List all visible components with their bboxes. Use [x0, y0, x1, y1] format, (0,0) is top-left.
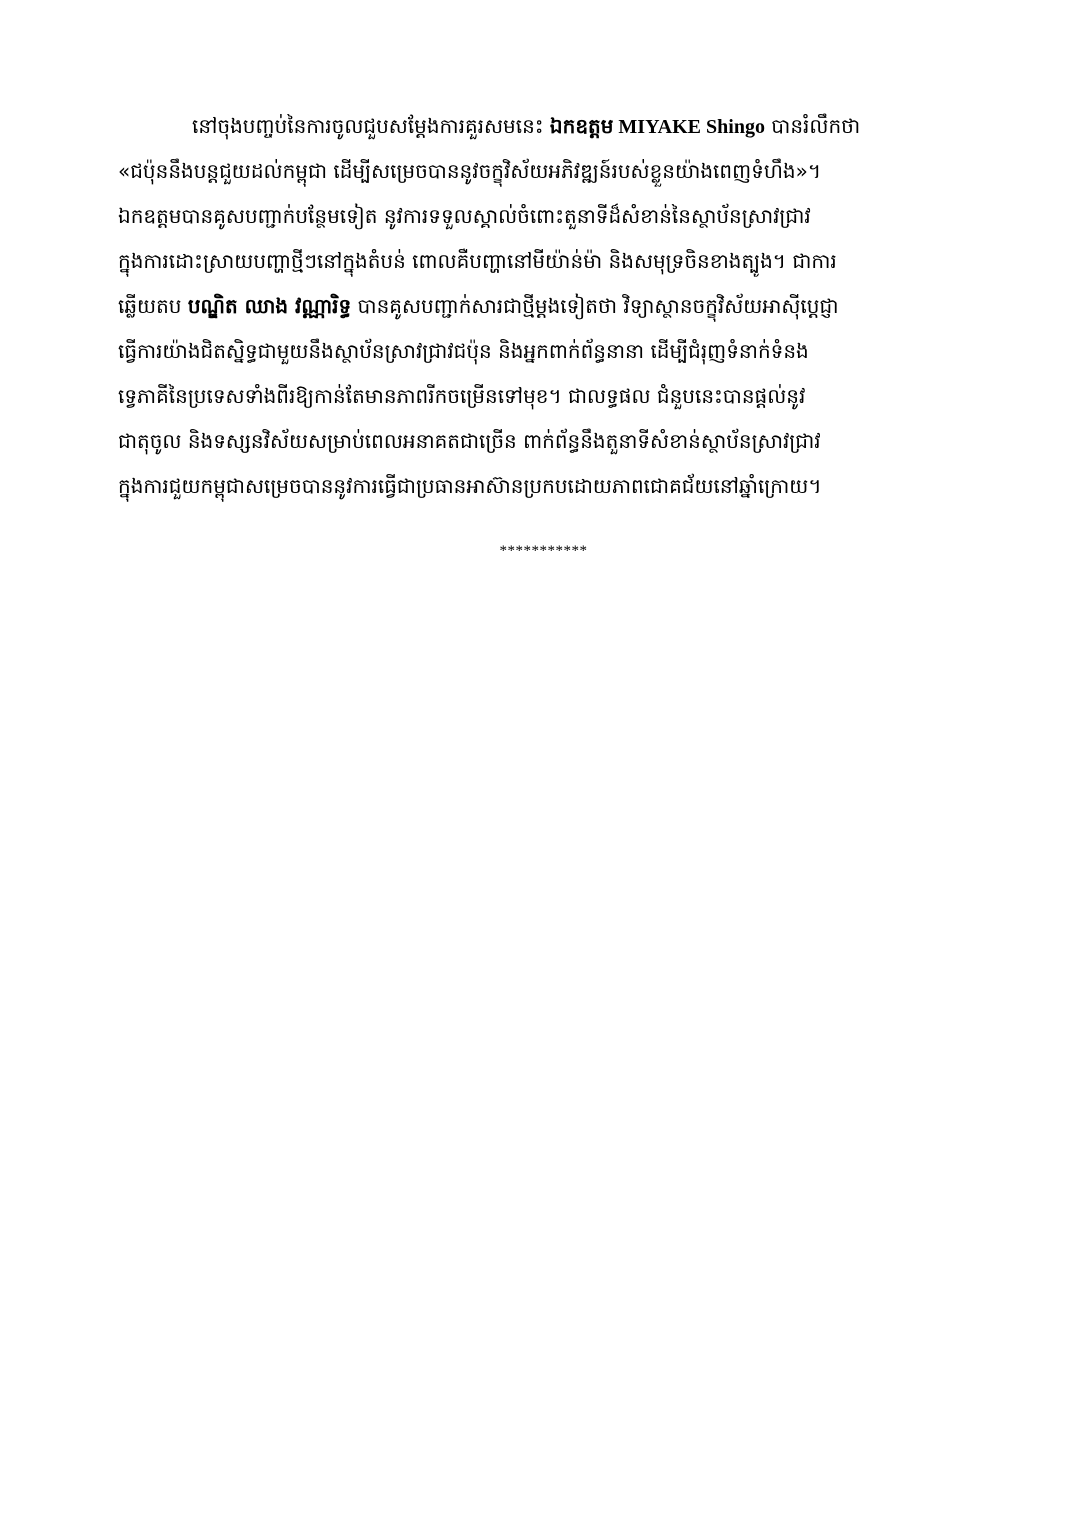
- line-5-text: ឆ្លើយតប: [118, 294, 188, 318]
- paragraph-line-1: [118, 104, 970, 149]
- line-1-text: នៅចុងបញ្ចប់នៃការចូលជួបសម្តែងការគួរសមនេះ: [192, 114, 550, 138]
- paragraph-line-5: [118, 284, 970, 329]
- section-separator: ***********: [499, 543, 588, 559]
- line-1-text-end: បានរំលឹកថា: [764, 114, 861, 138]
- paragraph-line-7: ទ្វេភាគីនៃប្រទេសទាំងពីរឱ្យកាន់តែមានភាពរីកចម្រើនទៅមុខ។ ជាលទ្ធផល ជំនួបនេះបានផ្តល់នូវ: [118, 384, 806, 408]
- name-dr-chheang-vannarith: បណ្ឌិត ឈាង វណ្ណារិទ្ធ: [187, 294, 352, 318]
- body-paragraph: [118, 104, 970, 509]
- name-miyake-shingo: MIYAKE Shingo: [613, 116, 765, 138]
- paragraph-line-8: ជាតុចូល និងទស្សនវិស័យសម្រាប់ពេលអនាគតជាច្រើន ពាក់ព័ន្ធនឹងតួនាទីសំខាន់ស្ថាប័នស្រាវជ្រាវ: [118, 429, 821, 453]
- paragraph-line-3: ឯកឧត្តមបានគូសបញ្ជាក់បន្ថែមទៀត នូវការទទួលស្គាល់ចំពោះតួនាទីដ៏សំខាន់នៃស្ថាប័នស្រាវជ្រាវ: [118, 204, 811, 228]
- title-his-excellency: ឯកឧត្តម: [549, 114, 614, 138]
- paragraph-line-9: ក្នុងការជួយកម្ពុជាសម្រេចបាននូវការធ្វើជាប្រធានអាស៊ានប្រកបដោយភាពជោគជ័យនៅឆ្នាំក្រោយ។: [118, 474, 822, 498]
- paragraph-line-4: ក្នុងការដោះស្រាយបញ្ហាថ្មីៗនៅក្នុងតំបន់ ពោលគឺបញ្ហានៅមីយ៉ាន់ម៉ា និងសមុទ្រចិនខាងត្បូង។ ជាការ: [118, 249, 837, 273]
- paragraph-line-6: ធ្វើការយ៉ាងជិតស្និទ្ធជាមួយនឹងស្ថាប័នស្រាវជ្រាវជប៉ុន និងអ្នកពាក់ព័ន្ធនានា ដើម្បីជំរុញទំនាក់ទំនង: [118, 339, 809, 363]
- line-5-text-end: បានគូសបញ្ជាក់សារជាថ្មីម្តងទៀតថា វិទ្យាស្ថានចក្ខុវិស័យអាស៊ីប្តេជ្ញា: [351, 294, 839, 318]
- paragraph-line-2: «ជប៉ុននឹងបន្តជួយដល់កម្ពុជា ដើម្បីសម្រេចបាននូវចក្ខុវិស័យអភិវឌ្ឍន៍របស់ខ្លួនយ៉ាងពេញទំហឹង»។: [118, 159, 821, 183]
